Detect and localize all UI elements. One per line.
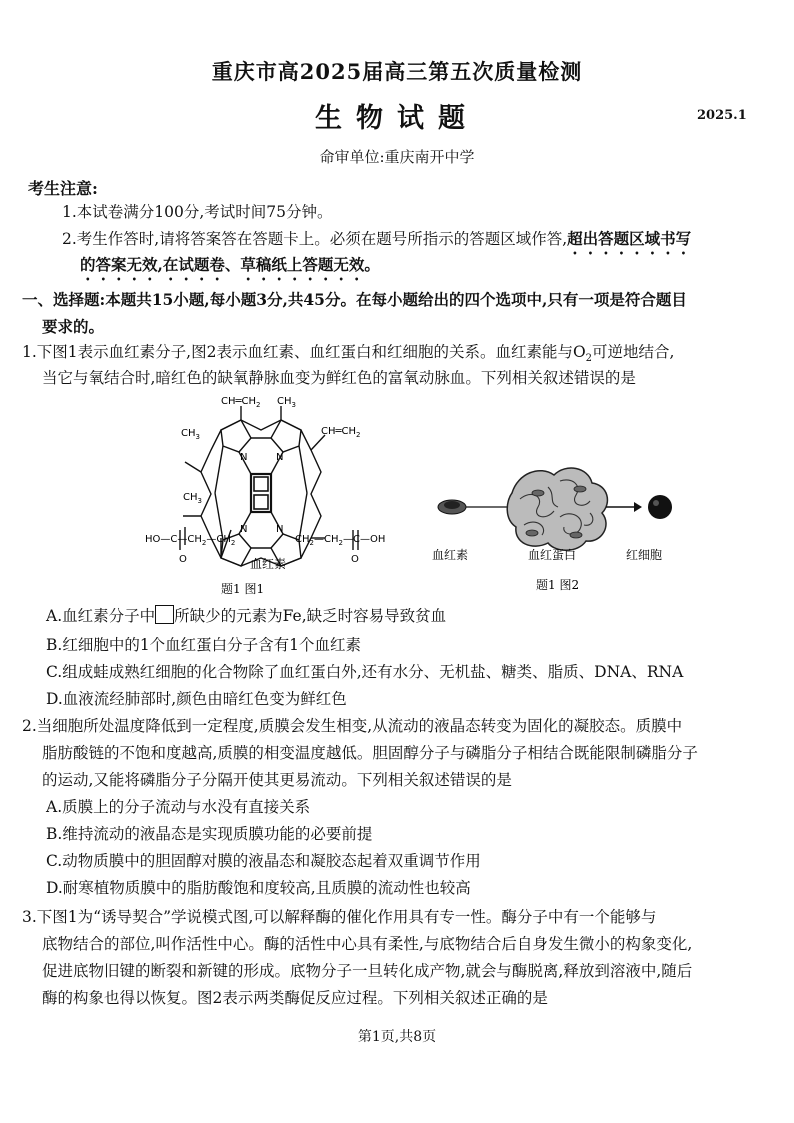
heme-label: 血红素 <box>432 548 469 562</box>
pyrrole-ring-top-right <box>271 420 301 452</box>
q2-stem-line2: 脂肪酸链的不饱和度越高,质膜的相变温度越低。胆固醇分子与磷脂分子相结合既能限制磷脂分子 <box>42 744 698 762</box>
heme-molecule-label: 血红素 <box>250 557 287 571</box>
notice-item-2-text: 2.考生作答时,请将答案答在答题卡上。必须在题号所指示的答题区域作答, <box>62 230 568 248</box>
svg-text:CH3: $CH_3$ <box>183 492 202 505</box>
methyl-label: CH <box>183 492 198 503</box>
propionate-chain-left: HO—C—CH <box>145 534 202 545</box>
svg-text:CH2—CH2—C—OH: $CH_2—CH_2—C—OH$ <box>295 534 386 547</box>
pyrrole-ring-top-left <box>221 420 251 452</box>
vinyl-label: CH═CH <box>321 426 357 437</box>
q1-option-a-text: A.血红素分子中 <box>46 607 156 625</box>
section-heading: 一、选择题:本题共15小题,每小题3分,共45分。在每小题给出的四个选项中,只有一项是符合题目 <box>22 290 687 309</box>
oxygen-label: O <box>179 554 187 565</box>
hemoglobin-figure <box>420 455 710 595</box>
q1-option-d: D.血液流经肺部时,颜色由暗红色变为鲜红色 <box>46 690 347 708</box>
heme-structure-figure <box>135 390 405 595</box>
q3-stem-line4: 酶的构象也得以恢复。图2表示两类酶促反应过程。下列相关叙述正确的是 <box>42 989 548 1007</box>
exam-date: 2025.1 <box>697 108 747 123</box>
q2-option-b: B.维持流动的液晶态是实现质膜功能的必要前提 <box>46 825 373 843</box>
q1-option-a-text-b: 所缺少的元素为Fe,缺乏时容易导致贫血 <box>174 607 447 625</box>
vinyl-label: CH═CH <box>221 396 257 407</box>
exam-title: 重庆市高2025届高三第五次质量检测 <box>211 59 583 84</box>
notice-item-2-continued: 的答案无效,在试题卷、草稿纸上答题无效。 <box>80 255 380 274</box>
notice-item-1: 1.本试卷满分100分,考试时间75分钟。 <box>62 203 333 221</box>
red-blood-cell-icon <box>648 495 672 519</box>
hemoglobin-icon <box>507 468 607 550</box>
q1-option-a <box>46 603 446 630</box>
methyl-label: CH <box>277 396 292 407</box>
hemoglobin-label: 血红蛋白 <box>528 548 577 562</box>
q2-stem-line1: 2.当细胞所处温度降低到一定程度,质膜会发生相变,从流动的液晶态转变为固化的凝胶态。质膜中 <box>22 717 683 735</box>
methyl-label: CH <box>181 428 196 439</box>
q3-stem-line3: 促进底物旧键的断裂和新键的形成。底物分子一旦转化成产物,就会与酶脱离,释放到溶液中,随后 <box>42 962 693 980</box>
nitrogen-label: N <box>240 524 248 535</box>
q2-option-c: C.动物质膜中的胆固醇对膜的液晶态和凝胶态起着双重调节作用 <box>46 852 481 870</box>
nitrogen-label: N <box>276 452 284 463</box>
figure-1-caption: 题1 图1 <box>221 582 265 595</box>
q1-stem-text-b: 可逆地结合, <box>592 343 675 361</box>
page-number: 第1页,共8页 <box>357 1029 437 1045</box>
svg-text:CH═CH2: $CH═CH_2$ <box>321 426 361 439</box>
q1-stem-line2: 当它与氧结合时,暗红色的缺氧静脉血变为鲜红色的富氧动脉血。下列相关叙述错误的是 <box>42 369 636 387</box>
missing-element-box <box>155 605 174 624</box>
figure-2-caption: 题1 图2 <box>536 578 580 592</box>
q2-option-d: D.耐寒植物质膜中的脂肪酸饱和度较高,且质膜的流动性也较高 <box>46 879 471 897</box>
subject-title: 生物试题 <box>315 103 479 134</box>
nitrogen-label: N <box>276 524 284 535</box>
section-heading-continued: 要求的。 <box>42 317 105 336</box>
q2-option-a: A.质膜上的分子流动与水没有直接关系 <box>46 798 311 816</box>
rbc-label: 红细胞 <box>626 548 663 562</box>
svg-text:CH3: $CH_3$ <box>277 396 296 409</box>
svg-text:CH3: $CH_3$ <box>181 428 200 441</box>
setter-unit: 命审单位:重庆南开中学 <box>319 148 475 166</box>
propionate-chain-right: CH <box>295 534 310 545</box>
nitrogen-label: N <box>240 452 248 463</box>
q3-stem-line2: 底物结合的部位,叫作活性中心。酶的活性中心具有柔性,与底物结合后自身发生微小的构象变化, <box>42 935 693 953</box>
svg-text:CH═CH2: $CH═CH_2$ <box>221 396 261 409</box>
notice-item-2-emphasis: 超出答题区域书写 <box>567 229 692 248</box>
q1-option-b: B.红细胞中的1个血红蛋白分子含有1个血红素 <box>46 636 362 654</box>
q1-o2-subscript: 2 <box>585 353 593 365</box>
q1-option-c: C.组成蛙成熟红细胞的化合物除了血红蛋白外,还有水分、无机盐、糖类、脂质、DNA、RNA <box>46 663 684 681</box>
notice-heading: 考生注意: <box>28 179 98 198</box>
q1-stem-text: 1.下图1表示血红素分子,图2表示血红素、血红蛋白和红细胞的关系。血红素能与O <box>22 343 586 361</box>
q2-stem-line3: 的运动,又能将磷脂分子分隔开使其更易流动。下列相关叙述错误的是 <box>42 771 512 789</box>
svg-text:HO—C—CH2—CH2: $HO—C—CH_2—CH_2$ <box>145 534 236 547</box>
q3-stem-line1: 3.下图1为“诱导契合”学说模式图,可以解释酶的催化作用具有专一性。酶分子中有一个能够与 <box>22 908 657 926</box>
oxygen-label: O <box>351 554 359 565</box>
